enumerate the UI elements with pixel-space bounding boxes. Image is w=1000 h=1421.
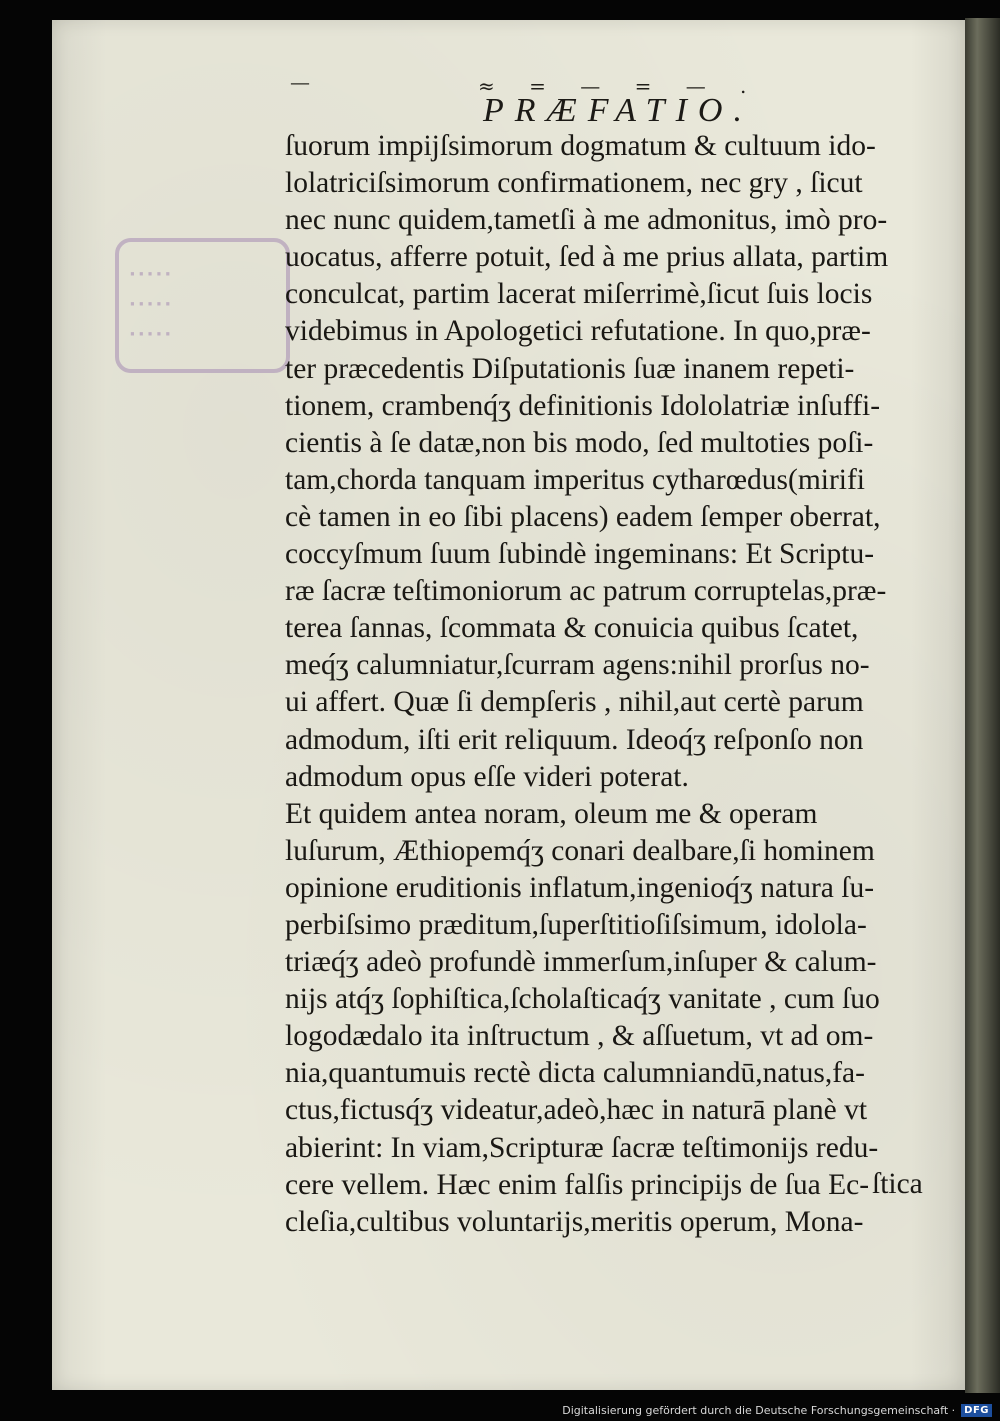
text-line: cientis à ſe datæ,non bis modo, ſed multoties poſi-	[285, 426, 874, 459]
text-line: Et quidem antea noram, oleum me & operam	[285, 797, 818, 830]
catchword: ſtica	[872, 1168, 923, 1200]
text-line: uocatus, afferre potuit, ſed à me prius allata, partim	[285, 241, 889, 274]
text-line: videbimus in Apologetici refutatione. In quo,præ-	[285, 315, 871, 348]
text-line: opinione eruditionis inflatum,ingenioq́ʒ natura ſu-	[285, 871, 875, 904]
text-line: logodædalo ita inſtructum , & aſſuetum, vt ad om-	[285, 1020, 874, 1053]
text-line: ctus,fictusq́ʒ videatur,adeò,hæc in naturā planè vt	[285, 1094, 868, 1127]
text-line: cere vellem. Hæc enim falſis principijs de ſua Ec-	[285, 1168, 870, 1201]
text-line: perbiſsimo præditum,ſuperſtitioſiſsimum, idolola-	[285, 908, 867, 941]
text-line: ræ ſacræ teſtimoniorum ac patrum corruptelas,præ-	[285, 575, 887, 608]
text-line: coccyſmum ſuum ſubindè ingeminans: Et Scriptu-	[285, 538, 875, 571]
text-line: tionem, crambenq́ʒ definitionis Idololatriæ inſuffi-	[285, 389, 881, 422]
text-line: admodum opus eſſe videri poterat.	[285, 760, 689, 793]
library-stamp	[115, 238, 290, 373]
page-edge	[965, 18, 1000, 1393]
body-text	[285, 128, 945, 1241]
text-line: ſuorum impijſsimorum dogmatum & cultuum ido-	[285, 130, 876, 162]
text-line: ui affert. Quæ ſi dempſeris , nihil,aut certè parum	[285, 686, 864, 719]
stamp-line: ·····	[129, 264, 174, 285]
stamp-line: ·····	[129, 294, 174, 315]
text-line: terea ſannas, ſcommata & conuicia quibus ſcatet,	[285, 612, 859, 645]
dfg-logo-icon: DFG	[961, 1404, 992, 1417]
text-line: conculcat, partim lacerat miſerrimè,ſicut ſuis locis	[285, 278, 873, 311]
footer-text: Digitalisierung gefördert durch die Deutsche Forschungsgemeinschaft ·	[562, 1404, 956, 1417]
text-line: abierint: In viam,Scripturæ ſacræ teſtimonijs redu-	[285, 1131, 879, 1164]
text-line: ter præcedentis Diſputationis ſuæ inanem repeti-	[285, 352, 855, 385]
text-line: meq́ʒ calumniatur,ſcurram agens:nihil prorſus no-	[285, 649, 870, 682]
text-line: cleſia,cultibus voluntarijs,meritis operum, Mona-	[285, 1205, 864, 1238]
text-line: luſurum, Æthiopemq́ʒ conari dealbare,ſi hominem	[285, 834, 875, 867]
header-ornament: ≈ = — = — .	[478, 74, 761, 98]
running-head: PRÆFATIO.	[483, 92, 753, 129]
text-line: tam,chorda tanquam imperitus cytharœdus(mirifi	[285, 463, 866, 496]
text-line: nia,quantumuis rectè dicta calumniandū,natus,fa-	[285, 1057, 865, 1090]
stamp-line: ·····	[129, 324, 174, 345]
text-line: nijs atq́ʒ ſophiſtica,ſcholaſticaq́ʒ vanitate , cum ſuo	[285, 983, 880, 1016]
text-line: lolatriciſsimorum confirmationem, nec gry , ſicut	[285, 167, 863, 200]
header-dash: —	[290, 70, 310, 94]
text-line: nec nunc quidem,tametſi à me admonitus, imò pro-	[285, 204, 888, 237]
text-line: triæq́ʒ adeò profundè immerſum,inſuper & calum-	[285, 946, 877, 979]
text-line: cè tamen in eo ſibi placens) eadem ſemper oberrat,	[285, 500, 881, 533]
text-line: admodum, iſti erit reliquum. Ideoq́ʒ reſponſo non	[285, 723, 864, 756]
digitization-footer	[562, 1404, 992, 1417]
